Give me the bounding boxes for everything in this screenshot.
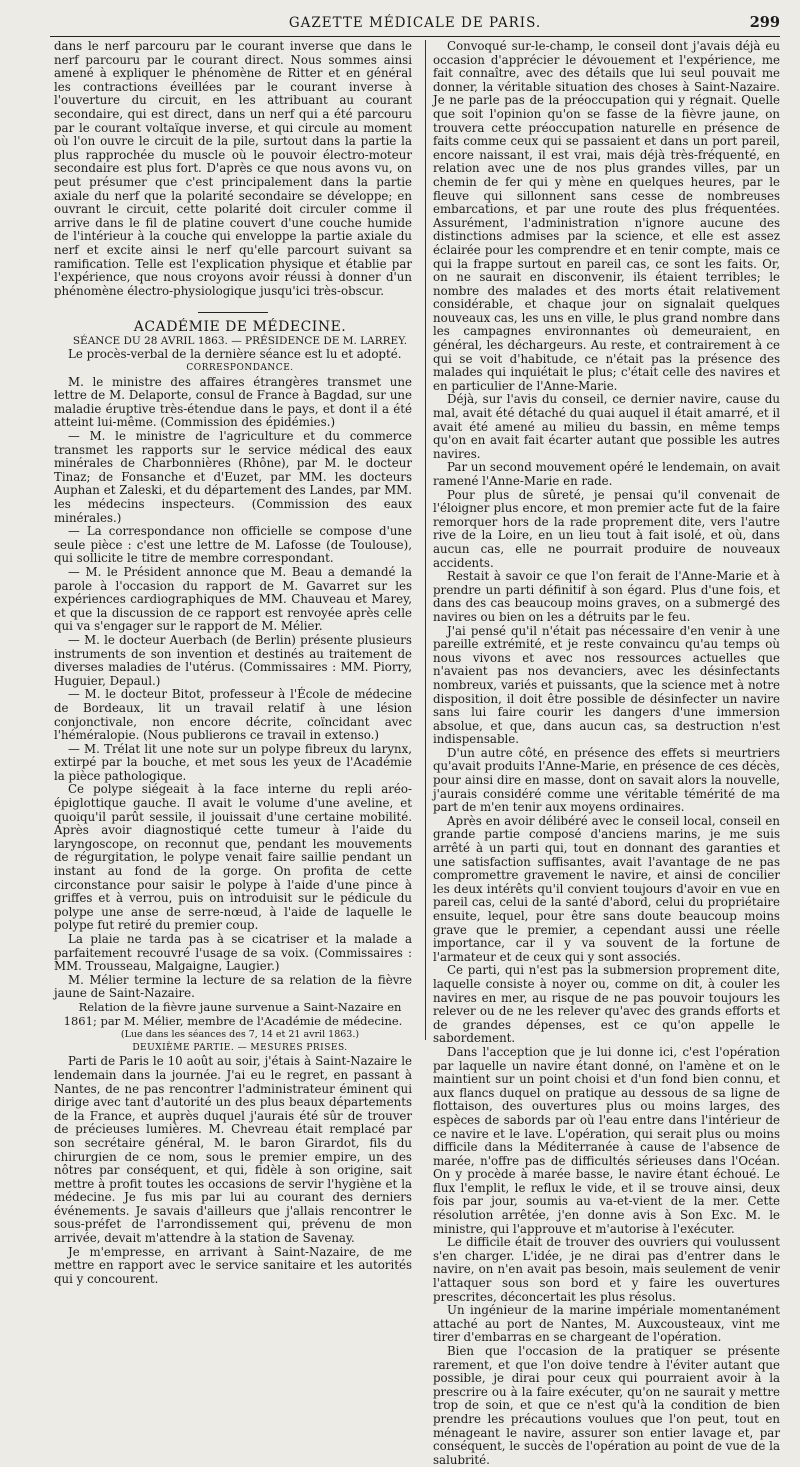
page-header xyxy=(50,14,780,37)
paragraph: — M. le ministre de l'agriculture et du commerce transmet les rapports sur le service médical des eaux minérales de Charbonnières (Rhône), par M. le docteur Tinaz; de Fonsanche et d'Euzet, par MM. les docteurs Auphan et Zaleski, et du département des Landes, par MM. les médecins inspecteurs. (Commission des eaux minérales.) xyxy=(54,429,412,525)
subheading: DEUXIÈME PARTIE. — MESURES PRISES. xyxy=(132,1042,348,1053)
right-column xyxy=(433,39,780,1467)
subheading: CORRESPONDANCE. xyxy=(186,363,294,374)
section-divider xyxy=(198,312,268,313)
paragraph: — M. le docteur Auerbach (de Berlin) présente plusieurs instruments de son invention et destinés au traitement de diverses maladies de l'utérus. (Commissaires : MM. Piorry, Huguier, Depaul.) xyxy=(54,632,412,688)
paragraph: Bien que l'occasion de la pratiquer se présente rarement, et que l'on doive tendre à l'éviter autant que possible, je dirai pour ceux qui pourraient avoir à la prescrire ou à la faire exécuter, qu'on ne saurait y mettre trop de soin, et que ce n'est qu'à la condition de bien prendre les précautions voulues que l'on peut, tout en ménageant le navire, assurer son entier lavage et, par conséquent, le succès de l'opération au point de vue de la salubrité. xyxy=(433,1344,780,1467)
paragraph: Pour plus de sûreté, je pensai qu'il convenait de l'éloigner plus encore, et mon premier acte fut de la faire remorquer hors de la rade proprement dite, vers l'autre rive de la Loire, en un lieu tout à fait isolé, et où, dans aucun cas, elle ne pourrait produire de nouveaux accidents. xyxy=(433,487,780,570)
paragraph: M. Mélier termine la lecture de sa relation de la fièvre jaune de Saint-Nazaire. xyxy=(54,972,412,1001)
column-divider xyxy=(425,40,426,1040)
left-column xyxy=(54,39,412,1286)
paragraph: — M. Trélat lit une note sur un polype fibreux du larynx, extirpé par la bouche, et met sous les yeux de l'Académie la pièce pathologique. xyxy=(54,741,412,783)
paragraph: Dans l'acception que je lui donne ici, c'est l'opération par laquelle un navire étant donné, on l'amène et on le maintient sur un point choisi et d'un fond bien connu, et aux flancs duquel on pratique au dessous de sa ligne de flottaison, des ouvertures plus ou moins larges, des espèces de sabords par où l'eau entre dans l'intérieur de ce navire et le lave. L'opération, qui serait plus ou moins difficile dans la Méditerranée à cause de l'absence de marée, n'offre pas de difficultés sérieuses dans l'Océan. On y procède à marée basse, le navire étant échoué. Le flux l'emplit, le reflux le vide, et il se trouve ainsi, deux fois par jour, soumis au va-et-vient de la mer. Cette résolution arrêtée, j'en donne avis à Son Exc. M. le ministre, qui l'approuve et m'autorise à l'exécuter. xyxy=(433,1044,780,1236)
paragraph: J'ai pensé qu'il n'était pas nécessaire d'en venir à une pareille extrémité, et je reste convaincu qu'au temps où nous vivons et avec nos ressources actuelles que n'avaient pas nos devanciers, avec les désinfectants nombreux, variés et puissants, que la science met à notre disposition, il doit être possible de désinfecter un navire sans lui faire courir les dangers d'une immersion absolue, et que, dans aucun cas, sa destruction n'est indispensable. xyxy=(433,623,780,747)
section-title: ACADÉMIE DE MÉDECINE. xyxy=(133,319,347,336)
paragraph: Je m'empresse, en arrivant à Saint-Nazaire, de me mettre en rapport avec le service sanitaire et les autorités qui y concourent. xyxy=(54,1244,412,1286)
relation-note: (Lue dans les séances des 7, 14 et 21 avril 1863.) xyxy=(120,1029,360,1041)
paragraph: — La correspondance non officielle se compose d'une seule pièce : c'est une lettre de M. Lafosse (de Toulouse), qui sollicite le titre de membre correspondant. xyxy=(54,524,412,566)
sitting-heading: SÉANCE DU 28 AVRIL 1863. — PRÉSIDENCE DE M. LARREY. xyxy=(72,334,408,347)
paragraph: — M. le docteur Bitot, professeur à l'École de médecine de Bordeaux, lit un travail relatif à une lésion conjonctivale, non encore décrite, coïncidant avec l'héméralopie. (Nous publierons ce travail in extenso.) xyxy=(54,687,412,743)
paragraph: Ce parti, qui n'est pas la submersion proprement dite, laquelle consiste à noyer ou, comme on dit, à couler les navires en mer, au risque de ne pas pouvoir toujours les relever ou de ne les relever qu'avec des grands efforts et de grandes dépenses, est ce qu'on appelle le sabordement. xyxy=(433,963,780,1046)
paragraph: Restait à savoir ce que l'on ferait de l'Anne-Marie et à prendre un parti définitif à son égard. Plus d'une fois, et dans des cas beaucoup moins graves, on a submergé des navires ou bien on les a détruits par le feu. xyxy=(433,569,780,624)
paragraph: Un ingénieur de la marine impériale momentanément attaché au port de Nantes, M. Auxcousteaux, vint me tirer d'embarras en se chargeant de l'opération. xyxy=(433,1303,780,1345)
paragraph: Ce polype siégeait à la face interne du repli aréo-épiglottique gauche. Il avait le volume d'une aveline, et quoiqu'il parût sessile, il jouissait d'une certaine mobilité. Après avoir diagnostiqué cette tumeur à l'aide du laryngoscope, on reconnut que, pendant les mouvements de régurgitation, le polype venait faire saillie pendant un instant au fond de la gorge. On profita de cette circonstance pour saisir le polype à l'aide d'une pince à griffes et à verrou, puis on introduisit sur le pédicule du polype une anse de serre-nœud, à l'aide de laquelle le polype fut retiré du premier coup. xyxy=(54,782,412,933)
paragraph: dans le nerf parcouru par le courant inverse que dans le nerf parcouru par le courant direct. Nous sommes ainsi amené à expliquer le phénomène de Ritter et en général les contractions éveillées par le courant inverse à l'ouverture du circuit, en les attribuant au courant secondaire, qui est direct, dans un nerf qui a été parcouru par le courant voltaïque inverse, et qui circule au moment où l'on ouvre le circuit de la pile, surtout dans la partie la plus rapprochée du muscle où le pouvoir électro-moteur secondaire est plus fort. D'après ce que nous avons vu, on peut présumer que c'est principalement dans la partie axiale du nerf que la polarité secondaire se développe; en ouvrant le circuit, cette polarité doit circuler comme il arrive dans le fil de platine couvert d'une couche humide de l'intérieur à la couche qui enveloppe la partie axiale du nerf et excite ainsi le nerf qu'elle parcourt suivant sa ramification. Telle est l'explication physique et établie par l'expérience, que nous croyons avoir réussi à donner d'un phénomène électro-physiologique jusqu'ici très-obscur. xyxy=(54,39,412,298)
paragraph: Par un second mouvement opéré le lendemain, on avait ramené l'Anne-Marie en rade. xyxy=(433,460,780,488)
paragraph: La plaie ne tarda pas à se cicatriser et la malade a parfaitement recouvré l'usage de sa voix. (Commissaires : MM. Trousseau, Malgaigne, Laugier.) xyxy=(54,932,412,974)
paragraph: Convoqué sur-le-champ, le conseil dont j'avais déjà eu occasion d'apprécier le dévouement et l'expérience, me fait connaître, avec des détails que lui seul pouvait me donner, la véritable situation des choses à Saint-Nazaire. Je ne parle pas de la préoccupation qui y régnait. Quelle que soit l'opinion qu'on se fasse de la fièvre jaune, on trouvera cette préoccupation naturelle en présence de faits comme ceux qui se passaient et dans un port pareil, encore naissant, il est vrai, mais déjà très-fréquenté, en relation avec une de nos plus grandes villes, par un chemin de fer qui y mène en quelques heures, par le fleuve qui sillonnent sans cesse de nombreuses embarcations, et par une route des plus fréquentées. Assurément, l'administration n'ignore aucune des distinctions admises par la science, et elle est assez éclairée pour les comprendre et en tenir compte, mais ce qui la frappe surtout en pareil cas, ce sont les faits. Or, on ne saurait en disconvenir, ils étaient terribles; le nombre des malades et des morts était relativement considérable, et chaque jour on signalait quelques nouveaux cas, les uns en ville, le plus grand nombre dans les campagnes environnantes où demeuraient, en général, les déchargeurs. Au reste, et contrairement à ce qui se voit d'habitude, ce n'était pas la présence des malades qui inquiétait le plus; c'était celle des navires et en particulier de l'Anne-Marie. xyxy=(433,39,780,393)
page-number: 299 xyxy=(749,14,780,31)
paragraph: Le procès-verbal de la dernière séance est lu et adopté. xyxy=(68,347,402,362)
paragraph: M. le ministre des affaires étrangères transmet une lettre de M. Delaporte, consul de France à Bagdad, sur une maladie éruptive très-étendue dans le pays, et dont il a été atteint lui-même. (Commission des épidémies.) xyxy=(54,374,412,430)
paragraph: Le difficile était de trouver des ouvriers qui voulussent s'en charger. L'idée, je ne dirai pas d'entrer dans le navire, on n'en avait pas besoin, mais seulement de venir l'attaquer sous son bord et y faire les ouvertures prescrites, déconcertait les plus résolus. xyxy=(433,1235,780,1304)
relation-title: Relation de la fièvre jaune survenue a Saint-Nazaire en 1861; par M. Mélier, membre de l'Académie de médecine. xyxy=(63,999,403,1028)
paragraph: — M. le Président annonce que M. Beau a demandé la parole à l'occasion du rapport de M. Gavarret sur les expériences cardiographiques de MM. Chauveau et Marey, et que la discussion de ce rapport est renvoyée après celle qui va s'engager sur le rapport de M. Mélier. xyxy=(54,564,412,634)
paragraph: Déjà, sur l'avis du conseil, ce dernier navire, cause du mal, avait été détaché du quai auquel il était amarré, et il avait été amené au milieu du bassin, en même temps qu'on en avait fait écarter autant que possible les autres navires. xyxy=(433,392,780,461)
paragraph: D'un autre côté, en présence des effets si meurtriers qu'avait produits l'Anne-Marie, en présence de ces décès, pour ainsi dire en masse, dont on savait alors la nouvelle, j'aurais considéré comme une véritable témérité de ma part de m'en tenir aux moyens ordinaires. xyxy=(433,745,780,815)
journal-title: GAZETTE MÉDICALE DE PARIS. xyxy=(288,15,542,31)
paragraph: Après en avoir délibéré avec le conseil local, conseil en grande partie composé d'anciens marins, je me suis arrêté à un parti qui, tout en donnant des garanties et une satisfaction suffisantes, avait l'avantage de ne pas compromettre gravement le navire, et ainsi de concilier les deux intérêts qu'il convient toujours d'avoir en vue en pareil cas, celui de la santé d'abord, celui du propriétaire ensuite, lequel, pour être sans doute beaucoup moins grave que le premier, a cependant aussi une réelle importance, car il y va souvent de la fortune de l'armateur et de ceux qui y sont associés. xyxy=(433,813,780,964)
paragraph: Parti de Paris le 10 août au soir, j'étais à Saint-Nazaire le lendemain dans la journée. J'ai eu le regret, en passant à Nantes, de ne pas rencontrer l'administrateur éminent qui dirige avec tant d'autorité un des plus beaux départements de la France, et auprès duquel j'aurais été sûr de trouver de précieuses lumières. M. Chevreau était remplacé par son secrétaire général, M. le baron Girardot, fils du chirurgien de ce nom, sous le premier empire, un des nôtres par conséquent, et qui, fidèle à son origine, sait mettre à profit toutes les occasions de servir l'hygiène et la médecine. Je fus mis par lui au courant des derniers événements. Je savais d'ailleurs que j'allais rencontrer le sous-préfet de l'arrondissement qui, prévenu de mon arrivée, devait m'attendre à la station de Savenay. xyxy=(54,1054,412,1246)
